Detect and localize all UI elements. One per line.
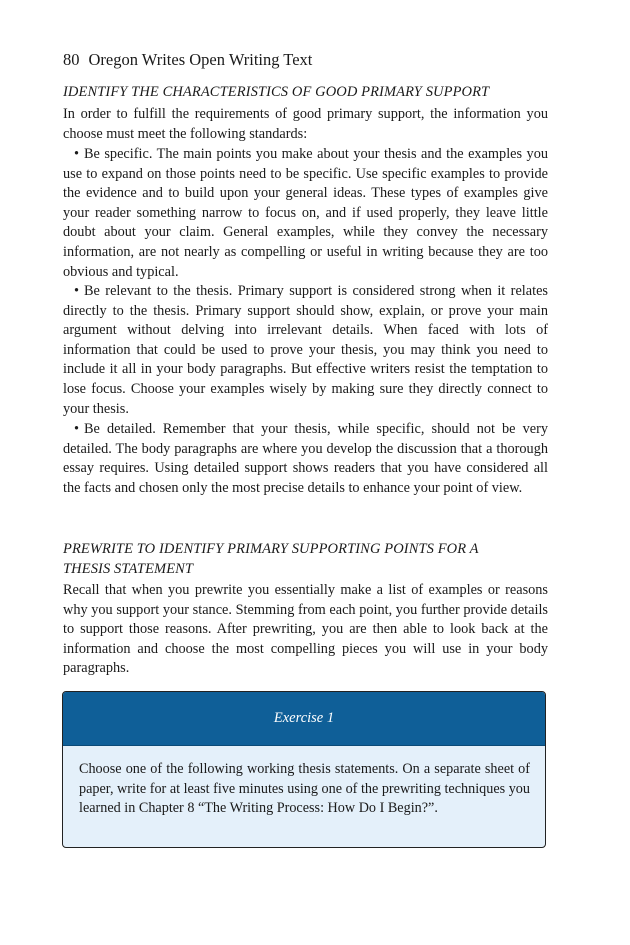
bullet-text: Be specific. The main points you make about your thesis and the examples you use to expand on those points need to be specific. Use specific examples to provide the evidence and to build upon your general ideas. These types of examples give your reader something narrow to focus on, and if used properly, they leave little doubt about your claim. General examples, while they convey the necessary information, are not nearly as compelling or useful in writing because they are too obvious and typical. <box>63 146 548 280</box>
section-heading-line: THESIS STATEMENT <box>63 561 194 577</box>
bullet-icon: • <box>74 421 80 437</box>
bullet-icon: • <box>74 146 80 162</box>
prewrite-paragraph: Recall that when you prewrite you essentially make a list of examples or reasons why you support your stance. Stemming from each point, you further provide details to support those reasons. After prewriting, you are then able to look back at the information and choose the most compelling pieces you will use in your body paragraphs. <box>63 582 548 677</box>
section-heading-line: PREWRITE TO IDENTIFY PRIMARY SUPPORTING POINTS FOR A <box>63 541 479 557</box>
bullet-icon: • <box>74 283 80 299</box>
exercise-body: Choose one of the following working thesis statements. On a separate sheet of paper, write for at least five minutes using one of the prewriting techniques you learned in Chapter 8 “The Writing Process: How Do I Begin?”. <box>79 761 530 817</box>
exercise-header <box>63 692 545 746</box>
exercise-title: Exercise 1 <box>273 710 335 726</box>
bullet-text: Be relevant to the thesis. Primary support is considered strong when it relates directly to the thesis. Primary support should show, explain, or prove your main argument without delving into irrelevant details. When faced with lots of information that could be used to prove your thesis, you may think you need to include it all in your body paragraphs. But effective writers resist the temptation to lose focus. Choose your examples wisely by making sure they directly connect to your thesis. <box>63 283 548 417</box>
book-title: Oregon Writes Open Writing Text <box>88 50 313 69</box>
bullet-be-specific <box>63 145 548 282</box>
bullet-text: Be detailed. Remember that your thesis, while specific, should not be very detailed. The body paragraphs are where you develop the discussion that a thorough essay requires. Using detailed support shows readers that you have considered all the facts and chosen only the most precise details to enhance your point of view. <box>63 421 548 496</box>
section-heading-prewrite <box>63 539 553 579</box>
running-header <box>63 50 312 70</box>
page-number: 80 <box>63 50 80 69</box>
exercise-box <box>62 691 546 848</box>
bullet-be-detailed <box>63 420 548 498</box>
intro-paragraph: In order to fulfill the requirements of good primary support, the information you choose must meet the following standards: <box>63 106 548 142</box>
section-heading-primary-support: IDENTIFY THE CHARACTERISTICS OF GOOD PRIMARY SUPPORT <box>63 84 490 100</box>
bullet-be-relevant <box>63 282 548 419</box>
